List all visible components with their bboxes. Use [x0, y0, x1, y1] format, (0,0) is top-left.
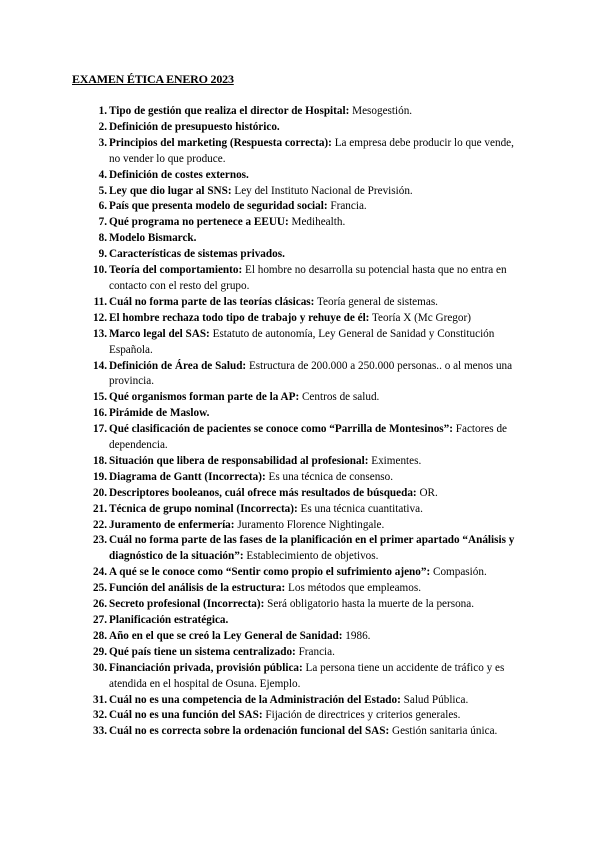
item-question: Descriptores booleanos, cuál ofrece más resultados de búsqueda: [109, 486, 417, 499]
list-item [83, 199, 523, 215]
item-answer: Compasión. [430, 566, 487, 579]
item-number: 5. [98, 184, 107, 197]
item-number: 15. [93, 391, 107, 404]
item-answer: La empresa debe producir lo que vende, no vender lo que produce. [109, 136, 514, 165]
item-number: 11. [93, 295, 107, 308]
list-item [83, 486, 523, 502]
item-number: 14. [93, 359, 107, 372]
item-question: Qué organismos forman parte de la AP: [109, 391, 300, 404]
item-number: 23. [93, 534, 107, 547]
item-question: A qué se le conoce como “Sentir como propio el sufrimiento ajeno”: [109, 566, 431, 579]
item-question: Cuál no es una competencia de la Administración del Estado: [109, 693, 401, 706]
item-answer: Establecimiento de objetivos. [243, 550, 379, 563]
item-answer: Francia. [295, 645, 335, 658]
list-item [83, 645, 523, 661]
item-answer: Estructura de 200.000 a 250.000 personas.. o al menos una provincia. [109, 359, 513, 388]
list-item [83, 502, 523, 518]
item-number: 25. [93, 582, 107, 595]
list-item [83, 136, 523, 168]
question-list [83, 104, 523, 740]
item-number: 16. [93, 407, 107, 420]
list-item [83, 708, 523, 724]
item-question: Ley que dio lugar al SNS: [109, 184, 232, 197]
item-question: Secreto profesional (Incorrecta): [109, 598, 265, 611]
item-number: 3. [98, 136, 107, 149]
list-item [83, 422, 523, 454]
item-question: Modelo Bismarck. [109, 232, 197, 245]
list-item [83, 661, 523, 693]
item-question: Cuál no es correcta sobre la ordenación funcional del SAS: [109, 725, 390, 738]
item-question: Definición de costes externos. [109, 168, 249, 181]
list-item [83, 311, 523, 327]
item-answer: Centros de salud. [299, 391, 380, 404]
list-item [83, 613, 523, 629]
item-question: Año en el que se creó la Ley General de Sanidad: [109, 629, 343, 642]
item-answer: Teoría X (Mc Gregor) [369, 311, 471, 324]
item-number: 13. [93, 327, 107, 340]
list-item [83, 581, 523, 597]
item-number: 19. [93, 470, 107, 483]
item-number: 10. [93, 264, 107, 277]
item-answer: Es una técnica de consenso. [265, 470, 394, 483]
list-item [83, 231, 523, 247]
list-item [83, 247, 523, 263]
item-number: 6. [98, 200, 107, 213]
item-number: 30. [93, 661, 107, 674]
item-number: 2. [98, 120, 107, 133]
list-item [83, 724, 523, 740]
list-item [83, 406, 523, 422]
item-answer: La persona tiene un accidente de tráfico y es atendida en el hospital de Osuna. Ejemplo. [109, 661, 505, 690]
item-question: Juramento de enfermería: [109, 518, 235, 531]
item-answer: El hombre no desarrolla su potencial hasta que no entra en contacto con el resto del grupo. [109, 264, 507, 292]
item-question: Principios del marketing (Respuesta correcta): [109, 136, 332, 149]
document-title: EXAMEN ÉTICA ENERO 2023 [72, 72, 234, 86]
item-question: Cuál no forma parte de las fases de la planificación en el primer apartado “Análisis y diagnóstico de la situación”: [109, 534, 515, 563]
item-answer: Factores de dependencia. [109, 423, 508, 452]
item-number: 1. [98, 105, 107, 117]
item-number: 20. [93, 486, 107, 499]
list-item [83, 263, 523, 295]
item-number: 33. [93, 725, 107, 738]
item-answer: Será obligatorio hasta la muerte de la persona. [264, 598, 475, 611]
item-question: Teoría del comportamiento: [109, 264, 243, 277]
item-answer: Fijación de directrices y criterios generales. [262, 709, 461, 722]
item-question: Técnica de grupo nominal (Incorrecta): [109, 502, 298, 515]
item-question: Qué programa no pertenece a EEUU: [109, 216, 289, 229]
item-answer: Francia. [327, 200, 367, 213]
item-number: 12. [93, 311, 107, 324]
item-number: 18. [93, 454, 107, 467]
item-question: Cuál no es una función del SAS: [109, 709, 263, 722]
item-answer: Juramento Florence Nightingale. [234, 518, 385, 531]
list-item [83, 168, 523, 184]
list-item [83, 359, 523, 391]
item-question: Financiación privada, provisión pública: [109, 661, 303, 674]
list-item [83, 184, 523, 200]
item-answer: Mesogestión. [349, 105, 413, 117]
item-question: Características de sistemas privados. [109, 248, 285, 261]
item-answer: Es una técnica cuantitativa. [297, 502, 423, 515]
item-number: 29. [93, 645, 107, 658]
item-question: Tipo de gestión que realiza el director de Hospital: [109, 105, 350, 117]
list-item [83, 295, 523, 311]
list-item [83, 390, 523, 406]
list-item [83, 327, 523, 359]
item-number: 26. [93, 598, 107, 611]
item-number: 28. [93, 629, 107, 642]
item-question: Definición de Área de Salud: [109, 359, 247, 372]
item-number: 27. [93, 614, 107, 626]
list-item [83, 518, 523, 534]
item-number: 4. [98, 168, 107, 181]
list-item [83, 693, 523, 709]
item-question: Cuál no forma parte de las teorías clásicas: [109, 295, 315, 308]
item-number: 7. [98, 216, 107, 229]
item-question: Función del análisis de la estructura: [109, 582, 286, 595]
list-item [83, 104, 523, 120]
item-number: 32. [93, 709, 107, 722]
item-number: 8. [98, 232, 107, 245]
item-number: 21. [93, 502, 107, 515]
item-answer: Estatuto de autonomía, Ley General de Sanidad y Constitución Española. [109, 327, 495, 356]
list-item [83, 597, 523, 613]
item-answer: Salud Pública. [400, 693, 469, 706]
item-question: Qué país tiene un sistema centralizado: [109, 645, 296, 658]
item-question: Marco legal del SAS: [109, 327, 210, 340]
list-item [83, 470, 523, 486]
list-item [83, 565, 523, 581]
item-number: 24. [93, 566, 107, 579]
item-number: 17. [93, 423, 107, 436]
item-question: El hombre rechaza todo tipo de trabajo y rehuye de él: [109, 311, 370, 324]
item-question: Definición de presupuesto histórico. [109, 120, 280, 133]
item-answer: 1986. [342, 629, 371, 642]
item-number: 9. [98, 248, 107, 261]
item-question: Situación que libera de responsabilidad al profesional: [109, 454, 369, 467]
list-item [83, 629, 523, 645]
item-number: 31. [93, 693, 107, 706]
list-item [83, 533, 523, 565]
item-answer: OR. [416, 486, 438, 499]
item-answer: Los métodos que empleamos. [285, 582, 421, 595]
item-answer: Ley del Instituto Nacional de Previsión. [231, 184, 413, 197]
item-answer: Teoría general de sistemas. [314, 295, 438, 308]
item-answer: Eximentes. [368, 454, 422, 467]
list-item [83, 215, 523, 231]
list-item [83, 120, 523, 136]
item-question: Pirámide de Maslow. [109, 407, 210, 420]
item-question: Qué clasificación de pacientes se conoce como “Parrilla de Montesinos”: [109, 423, 453, 436]
item-answer: Medihealth. [288, 216, 346, 229]
item-question: Planificación estratégica. [109, 614, 229, 626]
list-item [83, 454, 523, 470]
item-question: País que presenta modelo de seguridad social: [109, 200, 328, 213]
item-answer: Gestión sanitaria única. [389, 725, 498, 738]
item-question: Diagrama de Gantt (Incorrecta): [109, 470, 266, 483]
item-number: 22. [93, 518, 107, 531]
